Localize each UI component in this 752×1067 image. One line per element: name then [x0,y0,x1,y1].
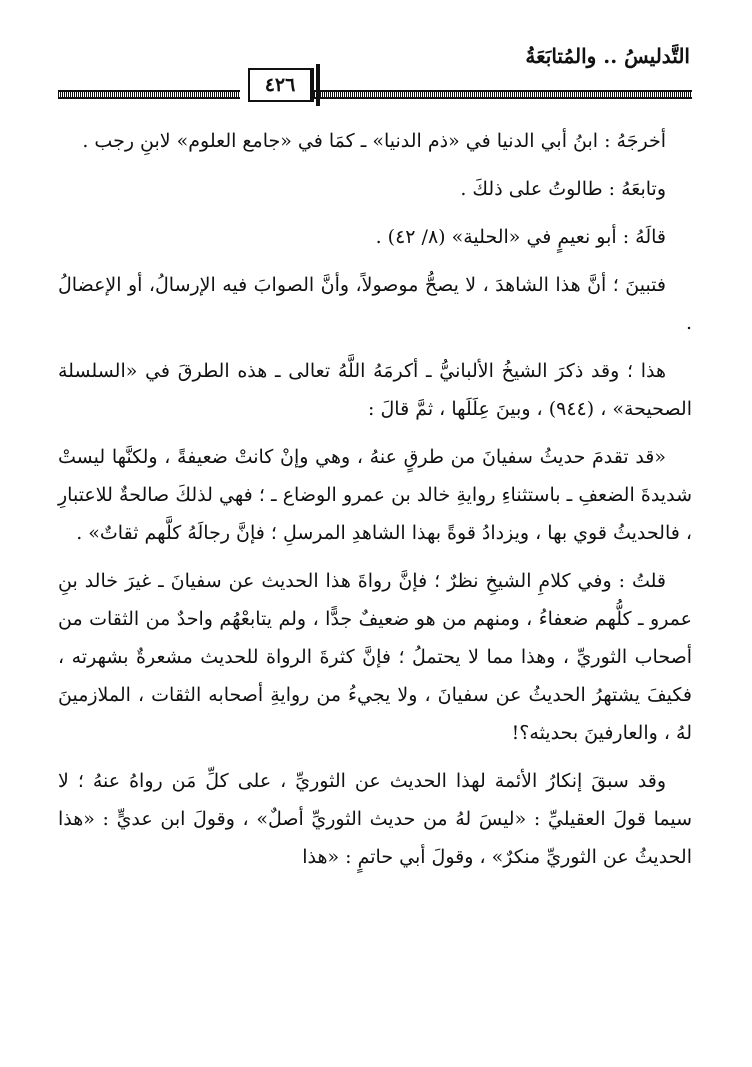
paragraph-imams: وقد سبقَ إنكارُ الأئمة لهذا الحديث عن الثوريِّ ، على كلِّ مَن رواهُ عنهُ ؛ لا سيما قولَ العقيليِّ : «ليسَ لهُ من حديث الثوريِّ أصلٌ» ، وقولَ ابن عديٍّ : «هذا الحديثُ عن الثوريِّ منكرٌ» ، وقولَ أبي حاتمٍ : «هذا [58,770,692,868]
paragraph-mutaba: وتابعَهُ : طالوتُ على ذلكَ . [460,178,666,200]
page-body [58,122,692,880]
paragraph-quote: «قد تقدمَ حديثُ سفيانَ من طرقٍ عنهُ ، وهي وإنْ كانتْ ضعيفةً ، ولكنَّها ليستْ شديدةَ الضعفِ ـ باستثناءِ روايةِ خالد بن عمرو الوضاع ـ ؛ فهي لذلكَ صالحةٌ للاعتبارِ ، فالحديثُ قوي بها ، ويزدادُ قوةً بهذا الشاهدِ المرسلِ ؛ فإنَّ رجالَهُ كلَّهم ثقاتٌ» . [58,446,692,544]
paragraph-albani: هذا ؛ وقد ذكرَ الشيخُ الألبانيُّ ـ أكرمَهُ اللَّهُ تعالى ـ هذه الطرقَ في «السلسلة الصحيحة» ، (٩٤٤) ، وبينَ عِلَلَها ، ثمَّ قالَ : [58,360,692,420]
page-header [58,40,692,112]
running-title: التَّدليسُ .. والمُتابَعَةُ [525,44,690,68]
paragraph-critique: قلتُ : وفي كلامِ الشيخِ نظرٌ ؛ فإنَّ رواةَ هذا الحديث عن سفيانَ ـ غيرَ خالد بنِ عمرو ـ كلُّهم ضعفاءُ ، ومنهم من هو ضعيفٌ جدًّا ، ولم يتابعْهُم واحدٌ من الثقات من أصحاب الثوريِّ ، وهذا مما لا يحتملُ ؛ فإنَّ كثرةَ الرواة للحديث مشعرةٌ بشهرته ، فكيفَ يشتهرُ الحديثُ عن سفيانَ ، ولا يجيءُ من روايةِ أصحابه الثقات ، الملازمينَ لهُ ، والعارفينَ بحديثه؟! [58,570,692,744]
header-rule-left [58,90,240,99]
page-number: ٤٢٦ [248,68,314,102]
header-rule-right [314,90,692,99]
paragraph-hilya: قالَهُ : أبو نعيمٍ في «الحلية» (٨/ ٤٢) . [375,226,666,248]
paragraph-conclusion: فتبينَ ؛ أنَّ هذا الشاهدَ ، لا يصحُّ موصولاً، وأنَّ الصوابَ فيه الإرسالُ، أو الإعضالُ . [58,274,692,334]
paragraph-takhrij: أخرجَهُ : ابنُ أبي الدنيا في «ذم الدنيا» ـ كمَا في «جامع العلوم» لابنِ رجب . [82,130,666,152]
